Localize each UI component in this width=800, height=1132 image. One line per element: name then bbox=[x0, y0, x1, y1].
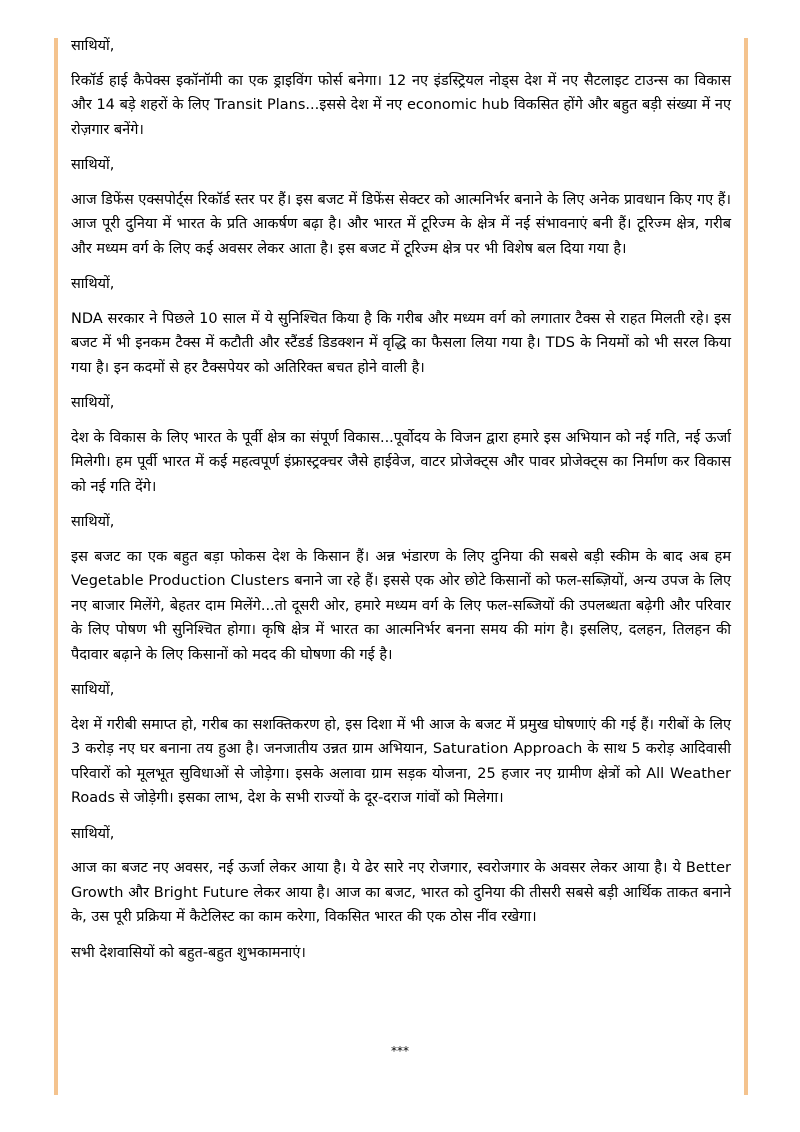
greeting: साथियों, bbox=[71, 514, 115, 530]
greeting: साथियों, bbox=[71, 38, 115, 54]
right-margin-rule bbox=[744, 38, 748, 1095]
greeting: साथियों, bbox=[71, 395, 115, 411]
greeting: साथियों, bbox=[71, 157, 115, 173]
paragraph-farmers: इस बजट का एक बहुत बड़ा फोकस देश के किसान हैं। अन्न भंडारण के लिए दुनिया की सबसे बड़ी स्कीम के बाद अब हम Vegetable Production Clusters बनाने जा रहे हैं। इससे एक ओर छोटे किसानों को फल-सब्ज़ियों, अन्य उपज के लिए नए बाजार मिलेंगे, बेहतर दाम मिलेंगे...तो दूसरी ओर, हमारे मध्यम वर्ग के लिए फल-सब्जियों की उपलब्धता बढ़ेगी और परिवार के लिए पोषण भी सुनिश्चित होगा। कृषि क्षेत्र में भारत का आत्मनिर्भर बनना समय की मांग है। इसलिए, दलहन, तिलहन की पैदावार बढ़ाने के लिए किसानों को मदद की घोषणा की गई है। bbox=[71, 548, 731, 663]
closing-wishes: सभी देशवासियों को बहुत-बहुत शुभकामनाएं। bbox=[71, 944, 306, 961]
paragraph-purvodaya: देश के विकास के लिए भारत के पूर्वी क्षेत्र का संपूर्ण विकास...पूर्वोदय के विजन द्वारा हमारे इस अभियान को नई गति, नई ऊर्जा मिलेगी। हम पूर्वी भारत में कई महत्वपूर्ण इंफ्रास्ट्रक्चर जैसे हाईवेज, वाटर प्रोजेक्ट्स और पावर प्रोजेक्ट्स का निर्माण कर विकास को नई गति देंगे। bbox=[71, 429, 731, 495]
document-body bbox=[71, 34, 731, 976]
paragraph-defence-tourism: आज डिफेंस एक्सपोर्ट्स रिकॉर्ड स्तर पर हैं। इस बजट में डिफेंस सेक्टर को आत्मनिर्भर बनाने के लिए अनेक प्रावधान किए गए हैं। आज पूरी दुनिया में भारत के प्रति आकर्षण बढ़ा है। और भारत में टूरिज्म के क्षेत्र में नई संभावनाएं बनी हैं। टूरिज्म क्षेत्र, गरीब और मध्यम वर्ग के लिए कई अवसर लेकर आता है। इस बजट में टूरिज्म क्षेत्र पर भी विशेष बल दिया गया है। bbox=[71, 191, 731, 257]
greeting: साथियों, bbox=[71, 825, 115, 842]
greeting: साथियों, bbox=[71, 276, 115, 292]
paragraph-capex: रिकॉर्ड हाई कैपेक्स इकॉनॉमी का एक ड्राइविंग फोर्स बनेगा। 12 नए इंडस्ट्रियल नोड्स देश में नए सैटलाइट टाउन्स का विकास और 14 बड़े शहरों के लिए Transit Plans...इससे देश में नए economic hub विकसित होंगे और बहुत बड़ी संख्या में नए रोज़गार बनेंगे। bbox=[71, 72, 731, 138]
paragraph-poverty: देश में गरीबी समाप्त हो, गरीब का सशक्तिकरण हो, इस दिशा में भी आज के बजट में प्रमुख घोषणाएं की गई हैं। गरीबों के लिए 3 करोड़ नए घर बनाना तय हुआ है। जनजातीय उन्नत ग्राम अभियान, Saturation Approach के साथ 5 करोड़ आदिवासी परिवारों को मूलभूत सुविधाओं से जोड़ेगा। इसके अलावा ग्राम सड़क योजना, 25 हजार नए ग्रामीण क्षेत्रों को All Weather Roads से जोड़ेगी। इसका लाभ, देश के सभी राज्यों के दूर-दराज गांवों को मिलेगा। bbox=[71, 716, 731, 806]
end-mark: *** bbox=[391, 1044, 409, 1058]
left-margin-rule bbox=[54, 38, 58, 1095]
greeting: साथियों, bbox=[71, 682, 115, 698]
paragraph-tax-relief: NDA सरकार ने पिछले 10 साल में ये सुनिश्चित किया है कि गरीब और मध्यम वर्ग को लगातार टैक्स से राहत मिलती रहे। इस बजट में भी इनकम टैक्स में कटौती और स्टैंडर्ड डिडक्शन में वृद्धि का फैसला लिया गया है। TDS के नियमों को भी सरल किया गया है। इन कदमों से हर टैक्सपेयर को अतिरिक्त बचत होने वाली है। bbox=[71, 310, 731, 376]
paragraph-opportunity: आज का बजट नए अवसर, नई ऊर्जा लेकर आया है। ये ढेर सारे नए रोजगार, स्वरोजगार के अवसर लेकर आया है। ये Better Growth और Bright Future लेकर आया है। आज का बजट, भारत को दुनिया की तीसरी सबसे बड़ी आर्थिक ताकत बनाने के, उस पूरी प्रक्रिया में कैटेलिस्ट का काम करेगा, विकसित भारत की एक ठोस नींव रखेगा। bbox=[71, 860, 731, 925]
